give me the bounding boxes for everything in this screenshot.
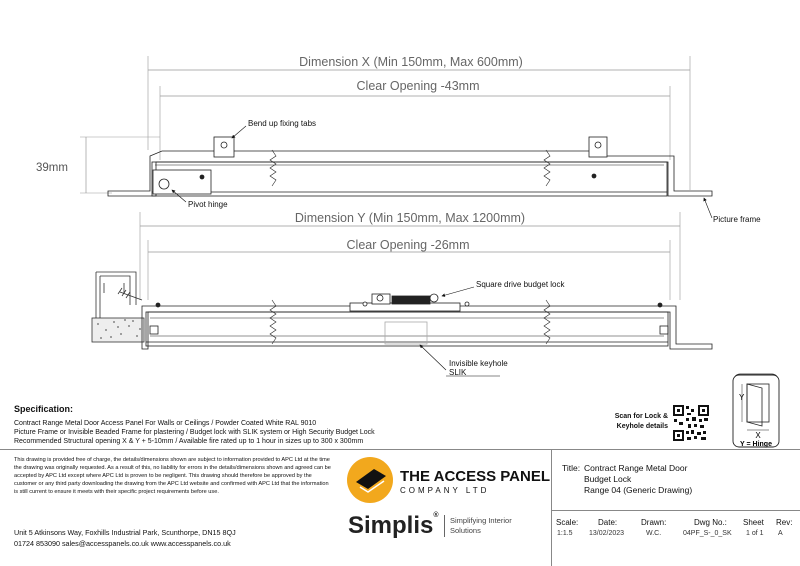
clear-y-label: Clear Opening -26mm (346, 238, 470, 252)
dim-x-label: Dimension X (Min 150mm, Max 600mm) (299, 55, 523, 69)
title-label: Title: (562, 463, 581, 473)
address-line-1: Unit 5 Atkinsons Way, Foxhills Industrial Park, Scunthorpe, DN15 8QJ (14, 528, 236, 537)
dimension-x (148, 55, 690, 190)
clear-x-label: Clear Opening -43mm (356, 79, 480, 93)
date-header: Date: (598, 518, 618, 527)
simplis-reg: ® (433, 512, 439, 519)
disclaimer-text: This drawing is provided free of charge, the details/dimensions shown are subject to information provided to APC Ltd at the time the drawing was originally requested. As a result of this, no liability for errors in the details/dimensions shown and agreed can be accepted by APC Ltd except where APC Ltd is proven to be negligent. This drawing should therefore be approved by the customer or any third party downloading the drawing from the APC Ltd website and confirmed with APC Ltd that the information is still current to ensure it meets with their specific project requirements before use. (14, 457, 331, 495)
rev-value: A (778, 530, 783, 537)
height-dimension (36, 137, 160, 193)
hinge-legend-box (730, 374, 782, 450)
company-logo-icon (346, 456, 394, 504)
drawn-value: W.C. (646, 530, 662, 537)
simplis-tagline-2: Solutions (450, 526, 481, 535)
simplis-logo (348, 512, 439, 540)
spec-heading: Specification: (14, 404, 74, 414)
svg-text:Pivot hinge: Pivot hinge (188, 200, 228, 209)
spec-line-3: Recommended Structural opening X & Y + 5-10mm / Available fire rated up to 1 hour in sizes up to 300 x 300mm (14, 438, 364, 445)
sheet-value: 1 of 1 (746, 530, 764, 537)
bottom-section-panel (142, 294, 712, 349)
svg-text:Picture frame: Picture frame (713, 215, 761, 224)
scan-line-1: Scan for Lock & (614, 413, 668, 420)
svg-text:Invisible keyhole: Invisible keyhole (449, 359, 508, 368)
sheet-header: Sheet (743, 518, 764, 527)
top-section-panel (108, 137, 712, 196)
callout-lock (442, 280, 566, 296)
legend-y: Y (739, 393, 745, 402)
callout-tabs (232, 119, 316, 138)
brand-name: THE ACCESS PANEL (400, 468, 551, 485)
title-line-3: Range 04 (Generic Drawing) (584, 485, 693, 495)
date-value: 13/02/2023 (589, 530, 625, 537)
spec-line-1: Contract Range Metal Door Access Panel For Walls or Ceilings / Powder Coated White RAL 9010 (14, 420, 317, 427)
legend-x: X (755, 431, 761, 440)
dim-y-label: Dimension Y (Min 150mm, Max 1200mm) (294, 211, 526, 225)
address-line-2: 01724 853090 sales@accesspanels.co.uk www.accesspanels.co.uk (14, 539, 231, 548)
scale-header: Scale: (556, 518, 579, 527)
simplis-divider (444, 515, 445, 537)
svg-text:Bend up fixing tabs: Bend up fixing tabs (248, 119, 317, 128)
dwg-header: Dwg No.: (694, 518, 727, 527)
height-dim-label: 39mm (36, 162, 68, 174)
wall-stud-detail (92, 272, 144, 342)
callout-keyhole (420, 345, 508, 377)
title-block-divider (551, 449, 552, 566)
simplis-tagline-1: Simplifying Interior (450, 516, 512, 525)
drawn-header: Drawn: (641, 518, 667, 527)
title-line-2: Budget Lock (584, 474, 632, 484)
scale-value: 1:1.5 (557, 530, 573, 537)
scan-line-2: Keyhole details (616, 423, 668, 430)
qr-code-icon[interactable] (672, 404, 710, 442)
svg-text:Square drive budget lock: Square drive budget lock (476, 280, 565, 289)
brand-sub: COMPANY LTD (400, 486, 490, 495)
dwg-value: 04PF_S-_0_SK (683, 530, 732, 537)
spec-line-2: Picture Frame or Invisible Beaded Frame for plastering / Budget lock with SLIK system or High Security Budget Lock (14, 429, 375, 436)
rev-header: Rev: (776, 518, 793, 527)
svg-text:SLIK: SLIK (449, 368, 467, 377)
title-line-1: Contract Range Metal Door (584, 463, 688, 473)
callout-frame (704, 198, 761, 224)
title-block-rule (551, 510, 800, 511)
dimension-y (140, 211, 680, 300)
simplis-name: Simplis (348, 512, 434, 539)
footer-divider (0, 449, 800, 450)
clear-opening-y (148, 238, 670, 300)
legend-hinge: Y = Hinge (740, 441, 772, 448)
